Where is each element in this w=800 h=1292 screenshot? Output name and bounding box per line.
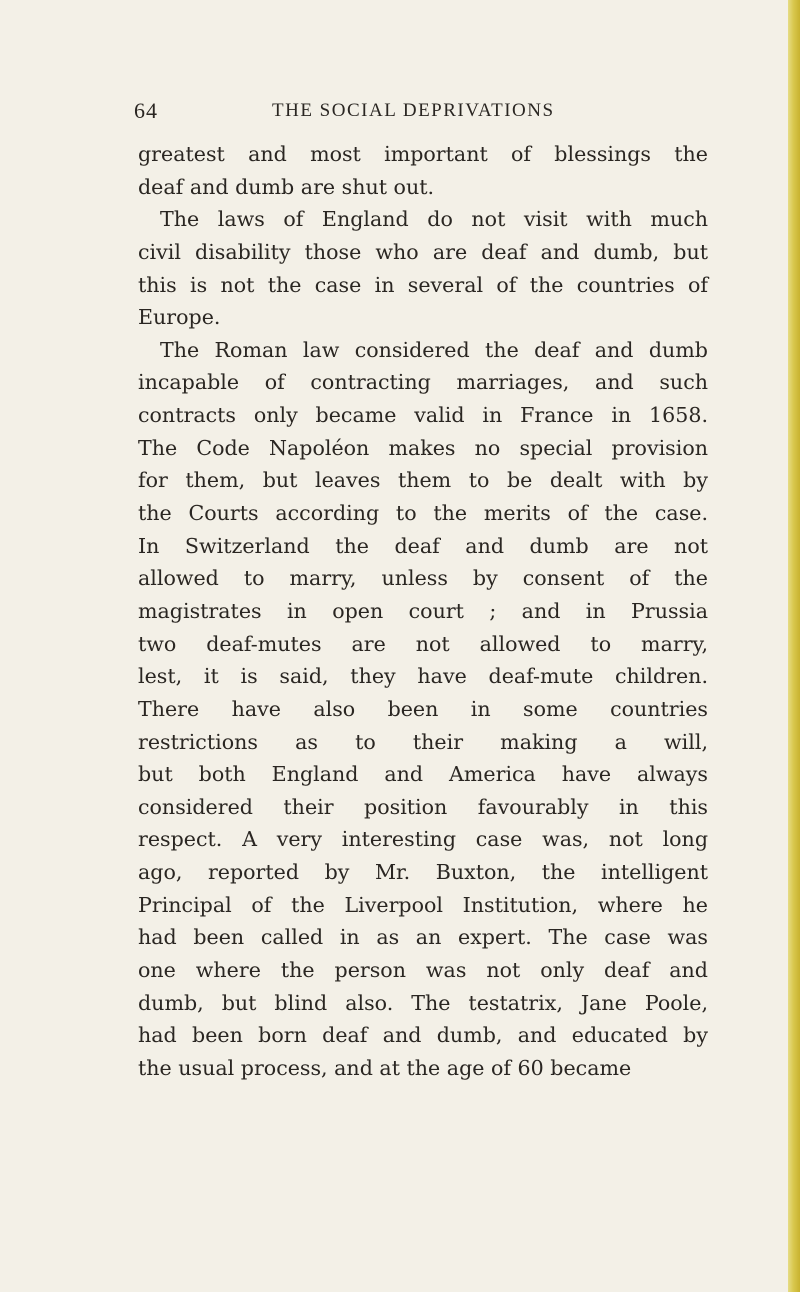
text-line: two deaf-mutes are not allowed to marry, xyxy=(138,631,708,656)
text-line: Europe. xyxy=(138,305,221,330)
text-line: dumb, but blind also. The testatrix, Jane Poole, xyxy=(138,990,708,1015)
text-line: respect. A very interesting case was, not long xyxy=(138,827,708,852)
text-line: had been called in as an expert. The case was xyxy=(138,925,708,950)
text-line: considered their position favourably in this xyxy=(138,794,708,819)
text-line: this is not the case in several of the countries of xyxy=(138,272,708,297)
page-number: 64 xyxy=(134,98,158,123)
text-line: but both England and America have always xyxy=(138,762,708,787)
text-line: civil disability those who are deaf and dumb, but xyxy=(138,239,708,264)
text-line: contracts only became valid in France in 1658. xyxy=(138,403,708,428)
text-line: The Roman law considered the deaf and dumb xyxy=(160,337,708,362)
body-text xyxy=(138,138,708,1085)
text-line: In Switzerland the deaf and dumb are not xyxy=(138,533,708,558)
text-line: allowed to marry, unless by consent of the xyxy=(138,566,708,591)
text-line: incapable of contracting marriages, and such xyxy=(138,370,708,395)
text-line: had been born deaf and dumb, and educated by xyxy=(138,1023,708,1048)
text-line: deaf and dumb are shut out. xyxy=(138,174,435,199)
text-line: the Courts according to the merits of the case. xyxy=(138,501,708,526)
running-title: THE SOCIAL DEPRIVATIONS xyxy=(272,100,555,121)
page-edge xyxy=(788,0,800,1292)
page-header xyxy=(0,98,790,128)
text-line: the usual process, and at the age of 60 became xyxy=(138,1055,632,1080)
text-line: lest, it is said, they have deaf-mute children. xyxy=(138,664,708,689)
text-line: for them, but leaves them to be dealt with by xyxy=(138,468,708,493)
text-line: There have also been in some countries xyxy=(138,696,708,721)
text-line: one where the person was not only deaf and xyxy=(138,958,708,983)
text-line: magistrates in open court ; and in Prussia xyxy=(138,598,708,623)
text-line: restrictions as to their making a will, xyxy=(138,729,708,754)
text-line: ago, reported by Mr. Buxton, the intelligent xyxy=(138,860,708,885)
text-line: The laws of England do not visit with much xyxy=(160,207,708,232)
text-line: Principal of the Liverpool Institution, where he xyxy=(138,892,708,917)
text-line: The Code Napoléon makes no special provision xyxy=(138,435,708,460)
text-line: greatest and most important of blessings the xyxy=(138,142,708,166)
